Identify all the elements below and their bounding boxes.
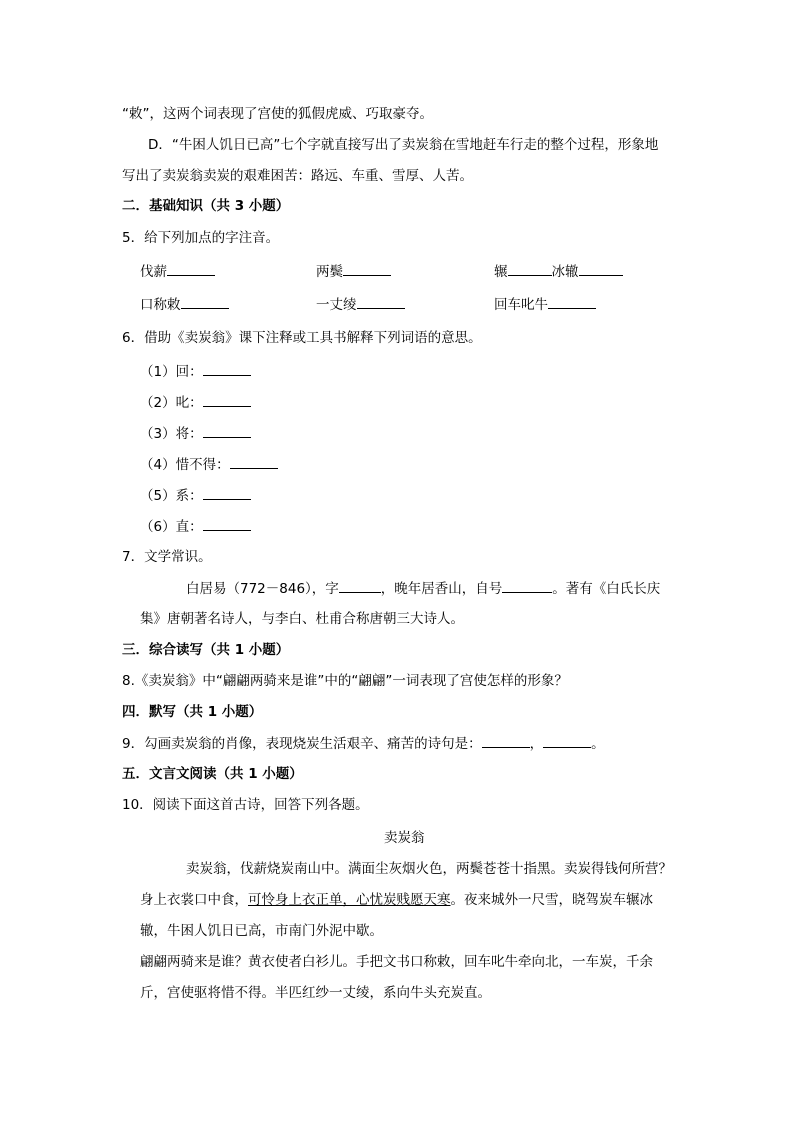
answer-blank[interactable] — [230, 454, 278, 469]
answer-blank[interactable] — [203, 361, 251, 376]
answer-blank[interactable] — [167, 261, 215, 276]
answer-blank[interactable] — [482, 733, 530, 748]
q6-item: （1）回： — [140, 361, 251, 382]
answer-blank[interactable] — [203, 423, 251, 438]
q5-item: 辗 冰辙 — [494, 261, 623, 282]
answer-blank[interactable] — [543, 733, 591, 748]
option-d-line-2: 写出了卖炭翁卖炭的艰难困苦：路远、车重、雪厚、人苦。 — [122, 168, 473, 184]
poem-line: 身上衣裳口中食，可怜身上衣正单，心忧炭贱愿天寒。夜来城外一尺雪，晓驾炭车辗冰 — [140, 892, 653, 908]
q5-item: 伐薪 — [140, 261, 215, 282]
question-7-stem: 7．文学常识。 — [122, 549, 212, 565]
poem-line: 辙，牛困人饥日已高，市南门外泥中歇。 — [140, 923, 383, 939]
q6-item: （4）惜不得： — [140, 454, 278, 475]
option-d-line-1: D．“牛困人饥日已高”七个字就直接写出了卖炭翁在雪地赶车行走的整个过程，形象地 — [148, 137, 659, 153]
question-8-stem: 8.《卖炭翁》中“翩翩两骑来是谁”中的“翩翩”一词表现了宫使怎样的形象？ — [122, 673, 568, 689]
underlined-verse: 可怜身上衣正单，心忧炭贱愿天寒 — [248, 892, 451, 908]
q5-item: 一丈绫 — [316, 294, 405, 315]
answer-blank[interactable] — [203, 392, 251, 407]
question-6-stem: 6．借助《卖炭翁》课下注释或工具书解释下列词语的意思。 — [122, 330, 482, 346]
q5-item: 回车叱牛 — [494, 294, 596, 315]
answer-blank[interactable] — [548, 294, 596, 309]
q5-item: 口称敕 — [140, 294, 229, 315]
question-9-stem: 9．勾画卖炭翁的肖像，表现烧炭生活艰辛、痛苦的诗句是： ， 。 — [122, 733, 605, 754]
poem-line: 翩翩两骑来是谁？黄衣使者白衫儿。手把文书口称敕，回车叱牛牵向北，一车炭，千余 — [140, 954, 653, 970]
q5-item: 两鬓 — [316, 261, 391, 282]
q7-paragraph-line-2: 集》唐朝著名诗人，与李白、杜甫合称唐朝三大诗人。 — [140, 611, 464, 627]
answer-blank[interactable] — [339, 578, 381, 593]
question-5-stem: 5．给下列加点的字注音。 — [122, 230, 280, 246]
q6-item: （3）将： — [140, 423, 251, 444]
section-heading-reading-writing: 三．综合读写（共 1 小题） — [122, 642, 290, 658]
q6-item: （2）叱： — [140, 392, 251, 413]
answer-blank[interactable] — [508, 261, 552, 276]
answer-blank[interactable] — [357, 294, 405, 309]
section-heading-classical-reading: 五．文言文阅读（共 1 小题） — [122, 766, 303, 782]
poem-line: 卖炭翁，伐薪烧炭南山中。满面尘灰烟火色，两鬓苍苍十指黑。卖炭得钱何所营？ — [186, 861, 672, 877]
section-heading-dictation: 四．默写（共 1 小题） — [122, 704, 263, 720]
prev-answer-line: “敕”，这两个词表现了宫使的狐假虎威、巧取豪夺。 — [122, 106, 433, 122]
poem-line: 斤，宫使驱将惜不得。半匹红纱一丈绫，系向牛头充炭直。 — [140, 985, 491, 1001]
question-10-stem: 10．阅读下面这首古诗，回答下列各题。 — [122, 797, 369, 813]
q6-item: （5）系： — [140, 485, 251, 506]
answer-blank[interactable] — [203, 485, 251, 500]
answer-blank[interactable] — [203, 516, 251, 531]
answer-blank[interactable] — [181, 294, 229, 309]
answer-blank[interactable] — [502, 578, 552, 593]
section-heading-basic-knowledge: 二．基础知识（共 3 小题） — [122, 198, 290, 214]
answer-blank[interactable] — [579, 261, 623, 276]
answer-blank[interactable] — [343, 261, 391, 276]
q7-paragraph-line-1: 白居易（772－846），字 ，晚年居香山，自号 。著有《白氏长庆 — [186, 578, 660, 599]
q6-item: （6）直： — [140, 516, 251, 537]
poem-title: 卖炭翁 — [384, 830, 425, 846]
